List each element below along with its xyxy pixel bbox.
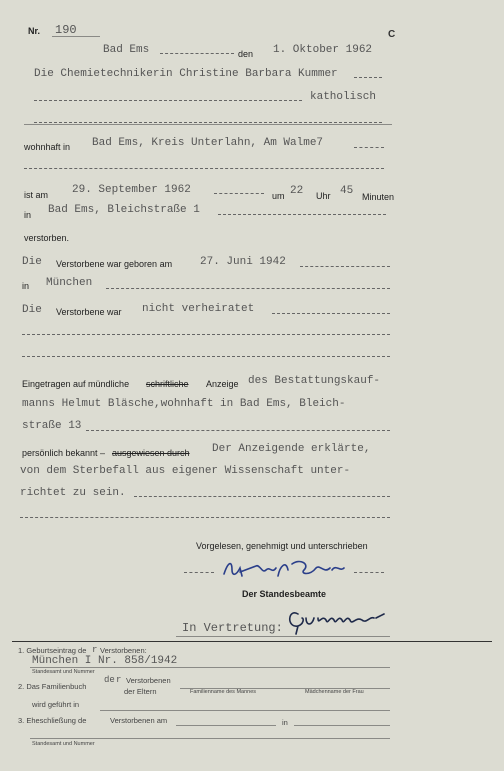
fill-dash — [20, 517, 390, 518]
read-approved-label: Vorgelesen, genehmigt und unterschrieben — [196, 541, 368, 551]
note2-caption-man: Familienname des Mannes — [190, 689, 257, 695]
fill-dash — [354, 572, 384, 573]
rule — [24, 124, 392, 125]
residence-value: Bad Ems, Kreis Unterlahn, Am Walme7 — [92, 137, 324, 149]
fill-dash — [22, 334, 390, 335]
deceased-line1: Die Chemietechnikerin Christine Barbara Kummer — [34, 68, 338, 80]
birth-label: Verstorbene war geboren am — [56, 259, 173, 269]
fill-dash — [272, 313, 390, 314]
note3-label: 3. Eheschließung de — [18, 716, 87, 725]
place-value: Bad Ems — [103, 44, 150, 56]
note2-eltern: der Eltern — [124, 687, 157, 696]
birth-date: 27. Juni 1942 — [200, 256, 286, 268]
corner-mark: C — [388, 29, 396, 40]
fill-dash — [86, 430, 390, 431]
residence-label: wohnhaft in — [24, 142, 71, 152]
report-text2: manns Helmut Bläsche,wohnhaft in Bad Ems, Bleich- — [22, 398, 346, 410]
identity-struck: ausgewiesen durch — [112, 448, 190, 458]
identity-text1: Der Anzeigende erklärte, — [212, 443, 371, 455]
minuten-label: Minuten — [362, 192, 395, 202]
note2-verst: Verstorbenen — [126, 676, 171, 685]
identity-text3: richtet zu sein. — [20, 487, 126, 499]
death-minutes: 45 — [340, 185, 354, 197]
registrar-signature — [284, 604, 394, 636]
rule — [294, 725, 390, 726]
birth-place: München — [46, 277, 93, 289]
fill-dash — [34, 100, 302, 101]
identity-label: persönlich bekannt – — [22, 448, 106, 458]
rule — [176, 636, 390, 637]
status-prefix: Die — [22, 304, 42, 316]
verstorben-label: verstorben. — [24, 233, 70, 243]
rule — [30, 667, 390, 668]
nr-underline — [52, 36, 100, 37]
fill-dash — [218, 214, 386, 215]
notes-separator — [12, 641, 492, 642]
identity-text2: von dem Sterbefall aus eigener Wissenschaft unter- — [20, 465, 351, 477]
birth-place-label: in — [22, 281, 30, 291]
note2-caption-woman: Mädchenname der Frau — [305, 689, 364, 695]
report-text3: straße 13 — [22, 420, 82, 432]
rule — [30, 738, 390, 739]
religion: katholisch — [310, 91, 377, 103]
death-date-label: ist am — [24, 190, 49, 200]
fill-dash — [300, 266, 390, 267]
deputy-label: In Vertretung: — [182, 621, 283, 635]
marital-status: nicht verheiratet — [142, 303, 255, 315]
note2-de: de — [104, 675, 115, 685]
note3-label2: Verstorbenen am — [110, 716, 168, 725]
death-place: Bad Ems, Bleichstraße 1 — [48, 204, 200, 216]
report-label-struck: schriftliche — [146, 379, 189, 389]
fill-dash — [184, 572, 214, 573]
birth-prefix: Die — [22, 256, 42, 268]
register-date: 1. Oktober 1962 — [273, 44, 373, 56]
note1-label: 1. Geburtseintrag de — [18, 646, 87, 655]
fill-dash — [24, 168, 384, 169]
nr-value: 190 — [55, 23, 77, 37]
den-label: den — [238, 49, 254, 59]
reporter-signature — [220, 556, 350, 584]
death-date: 29. September 1962 — [72, 184, 191, 196]
note1-value: München I Nr. 858/1942 — [32, 655, 178, 667]
uhr-label: Uhr — [316, 191, 331, 201]
report-label-end: Anzeige — [206, 379, 239, 389]
death-place-label: in — [24, 210, 32, 220]
fill-dash — [22, 356, 390, 357]
note2-label: 2. Das Familienbuch — [18, 682, 87, 691]
note2-r: r — [116, 675, 122, 685]
rule — [100, 710, 390, 711]
report-text1: des Bestattungskauf- — [248, 375, 381, 387]
fill-dash — [134, 496, 390, 497]
note1-suffix: r — [92, 645, 98, 655]
report-label-start: Eingetragen auf mündliche — [22, 379, 130, 389]
fill-dash — [106, 288, 390, 289]
um-label: um — [272, 191, 285, 201]
note3-in: in — [282, 718, 288, 727]
note1-caption: Standesamt und Nummer — [32, 669, 95, 675]
fill-dash — [354, 147, 384, 148]
fill-dash — [34, 122, 382, 123]
note3-caption: Standesamt und Nummer — [32, 741, 95, 747]
death-hour: 22 — [290, 185, 304, 197]
rule — [176, 725, 276, 726]
note1-label2: Verstorbenen: — [100, 646, 147, 655]
fill-dash — [214, 193, 264, 194]
note2-line2: wird geführt in — [32, 700, 80, 709]
fill-dash — [354, 77, 382, 78]
registrar-label: Der Standesbeamte — [242, 589, 327, 599]
fill-dash — [160, 53, 234, 54]
nr-label: Nr. — [28, 26, 41, 36]
status-label: Verstorbene war — [56, 307, 122, 317]
